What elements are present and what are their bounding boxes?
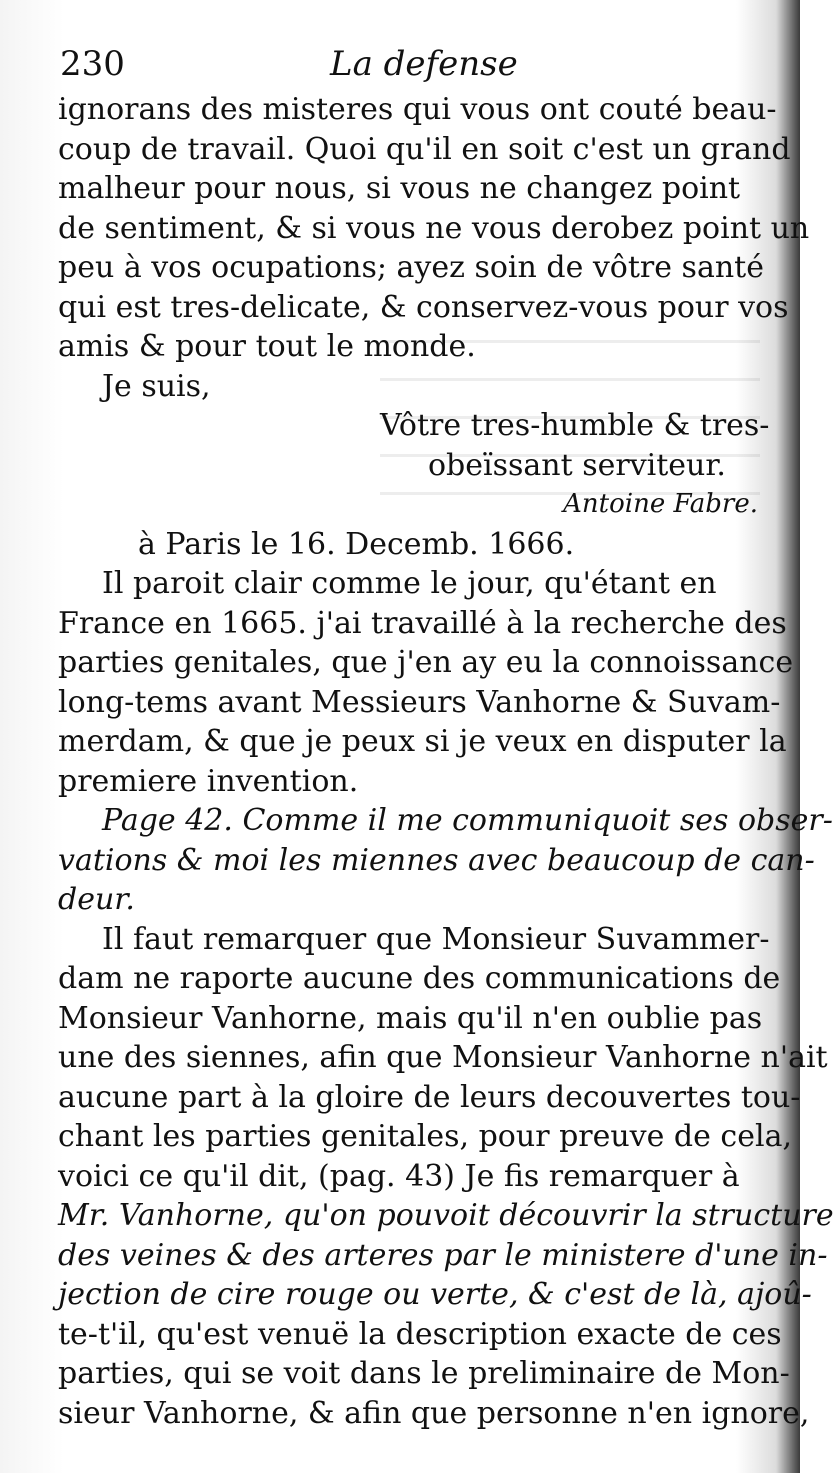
page-body: [58, 90, 834, 1433]
quotation-line: vations & moi les miennes avec beaucoup de can-: [58, 842, 815, 878]
text-line: qui est tres-delicate, & conservez-vous pour vos: [58, 289, 789, 325]
text-line: merdam, & que je peux si je veux en disputer la: [58, 724, 787, 759]
text-line: une des siennes, afin que Monsieur Vanhorne n'ait: [58, 1040, 828, 1075]
quotation-line: Mr. Vanhorne, qu'on pouvoit découvrir la structure: [58, 1198, 834, 1233]
closing-line: Vôtre tres-humble & tres-: [380, 408, 770, 443]
text-line: chant les parties genitales, pour preuve de cela,: [58, 1119, 792, 1154]
quotation-line: Page 42. Comme il me communiquoit ses obser-: [102, 803, 833, 838]
text-line: premiere invention.: [58, 763, 359, 799]
text-line: ignorans des misteres qui vous ont couté beau-: [58, 92, 777, 127]
text-line: voici ce qu'il dit, (pag. 43) Je fis remarquer à: [58, 1158, 740, 1194]
text-line: dam ne raporte aucune des communications de: [58, 961, 781, 996]
text-line: coup de travail. Quoi qu'il en soit c'est un grand: [58, 131, 791, 167]
text-line: de sentiment, & si vous ne vous derobez point un: [58, 210, 810, 246]
page-header: [60, 44, 780, 84]
text-line: parties genitales, que j'en ay eu la connoissance: [58, 645, 794, 680]
text-line: long-tems avant Messieurs Vanhorne & Suvam-: [58, 684, 781, 720]
closing-line: obeïssant serviteur.: [428, 447, 726, 483]
text-line: peu à vos ocupations; ayez soin de vôtre santé: [58, 250, 764, 285]
text-line: aucune part à la gloire de leurs decouvertes tou-: [58, 1079, 801, 1115]
signature: Antoine Fabre.: [563, 489, 758, 519]
text-line: malheur pour nous, si vous ne changez point: [58, 171, 741, 206]
text-line: amis & pour tout le monde.: [58, 329, 476, 364]
salutation: Je suis,: [102, 368, 211, 404]
quotation-line: jection de cire rouge ou verte, & c'est de là, ajoû-: [58, 1277, 812, 1312]
text-line: Monsieur Vanhorne, mais qu'il n'en oublie pas: [58, 1000, 763, 1036]
text-line: parties, qui se voit dans le preliminaire de Mon-: [58, 1356, 790, 1391]
text-line: sieur Vanhorne, & afin que personne n'en ignore,: [58, 1395, 810, 1431]
text-line: Il paroit clair comme le jour, qu'étant en: [102, 566, 717, 601]
quotation-line: des veines & des arteres par le ministere d'une in-: [58, 1237, 828, 1273]
date-line: à Paris le 16. Decemb. 1666.: [138, 526, 575, 562]
page-number: 230: [60, 44, 125, 84]
text-line: France en 1665. j'ai travaillé à la recherche des: [58, 605, 787, 641]
text-line: Il faut remarquer que Monsieur Suvammer-: [102, 921, 770, 957]
running-title: La defense: [330, 44, 518, 84]
quotation-line: deur.: [58, 882, 135, 917]
text-line: te-t'il, qu'est venuë la description exacte de ces: [58, 1316, 782, 1352]
